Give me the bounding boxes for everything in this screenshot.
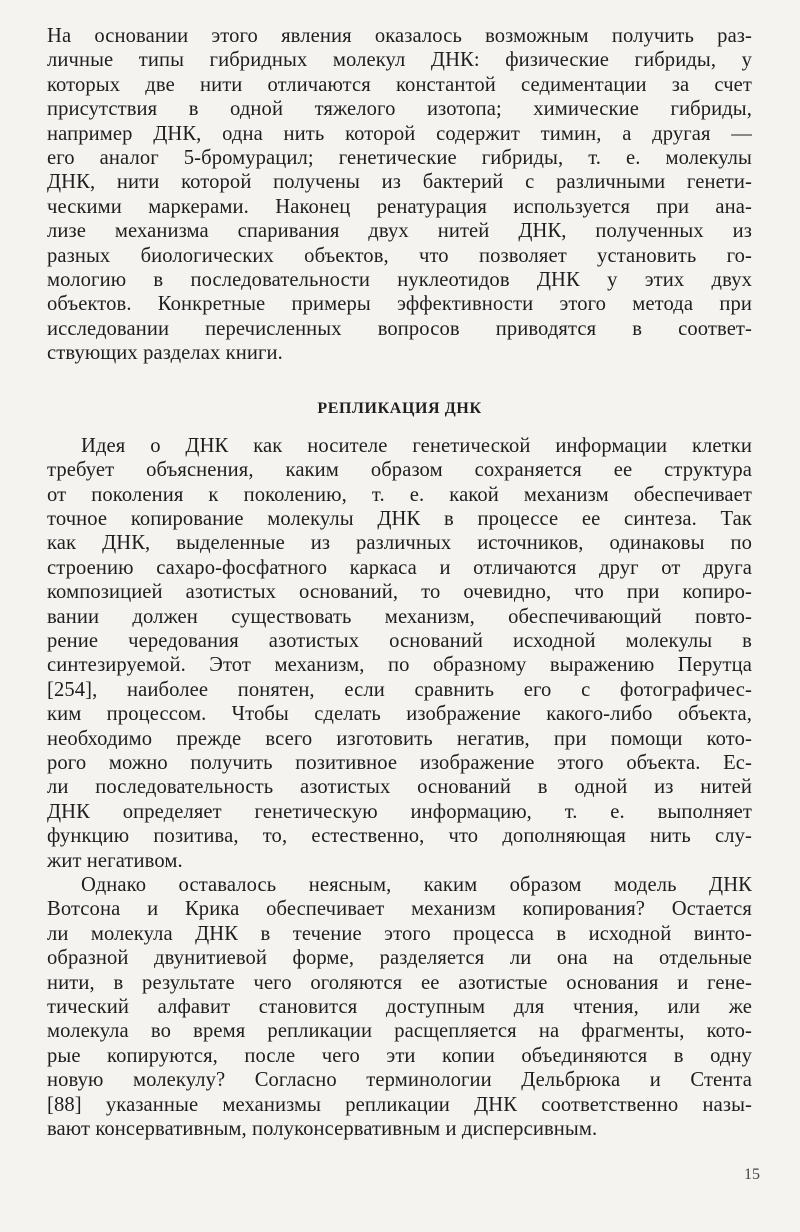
paragraph-1 — [47, 24, 752, 366]
text-line: синтезируемой. Этот механизм, по образному выражению Перутца — [47, 654, 752, 677]
text-line: новую молекулу? Согласно терминологии Дельбрюка и Стента — [47, 1069, 752, 1092]
text-line: [254], наиболее понятен, если сравнить его с фотографичес- — [47, 678, 752, 701]
page-body — [47, 24, 752, 1141]
paragraph-2 — [47, 434, 752, 873]
text-line: лизе механизма спаривания двух нитей ДНК, полученных из — [47, 220, 752, 243]
text-line: личные типы гибридных молекул ДНК: физические гибриды, у — [47, 49, 752, 72]
text-line: его аналог 5-бромурацил; генетические гибриды, т. е. молекулы — [47, 147, 752, 170]
section-heading: РЕПЛИКАЦИЯ ДНК — [317, 399, 482, 417]
text-line: Идея о ДНК как носителе генетической информации клетки — [81, 434, 752, 457]
text-line: как ДНК, выделенные из различных источников, одинаковы по — [47, 532, 752, 555]
text-line: необходимо прежде всего изготовить негатив, при помощи кото- — [47, 727, 752, 750]
text-line: строению сахаро-фосфатного каркаса и отличаются друг от друга — [47, 556, 752, 579]
text-line: ДНК, нити которой получены из бактерий с различными генети- — [47, 171, 752, 194]
text-line: ствующих разделах книги. — [47, 342, 283, 365]
text-line: рые копируются, после чего эти копии объединяются в одну — [47, 1044, 752, 1067]
text-line: ли молекула ДНК в течение этого процесса в исходной винто- — [47, 922, 752, 945]
text-line: Однако оставалось неясным, каким образом модель ДНК — [81, 874, 752, 896]
text-line: исследовании перечисленных вопросов приводятся в соответ- — [47, 317, 752, 340]
text-line: тический алфавит становится доступным для чтения, или же — [47, 996, 752, 1019]
text-line: ческими маркерами. Наконец ренатурация используется при ана- — [47, 195, 752, 218]
text-line: ли последовательность азотистых оснований в одной из нитей — [47, 776, 752, 799]
paragraph-3 — [47, 873, 752, 1141]
text-line: [88] указанные механизмы репликации ДНК соответственно назы- — [47, 1093, 752, 1116]
text-line: жит негативом. — [47, 849, 183, 872]
text-line: образной двунитиевой форме, разделяется ли она на отдельные — [47, 947, 752, 970]
text-line: требует объяснения, каким образом сохраняется ее структура — [47, 459, 752, 482]
text-line: вают консервативным, полуконсервативным и дисперсивным. — [47, 1118, 598, 1141]
text-line: присутствия в одной тяжелого изотопа; химические гибриды, — [47, 98, 752, 121]
text-line: ДНК определяет генетическую информацию, т. е. выполняет — [47, 800, 752, 823]
text-line: молекула во время репликации расщепляется на фрагменты, кото- — [47, 1020, 752, 1043]
text-line: точное копирование молекулы ДНК в процессе ее синтеза. Так — [47, 507, 752, 530]
text-line: от поколения к поколению, т. е. какой механизм обеспечивает — [47, 483, 752, 506]
text-line: разных биологических объектов, что позволяет установить го- — [47, 244, 752, 267]
text-line: рение чередования азотистых оснований исходной молекулы в — [47, 629, 752, 652]
text-line: На основании этого явления оказалось возможным получить раз- — [47, 25, 752, 47]
text-line: мологию в последовательности нуклеотидов ДНК у этих двух — [47, 269, 752, 292]
text-line: например ДНК, одна нить которой содержит тимин, а другая — — [47, 122, 752, 145]
text-line: функцию позитива, то, естественно, что дополняющая нить слу- — [47, 825, 752, 848]
text-line: которых две нити отличаются константой седиментации за счет — [47, 73, 752, 96]
text-line: объектов. Конкретные примеры эффективности этого метода при — [47, 293, 752, 316]
page-number: 15 — [744, 1166, 760, 1183]
text-line: вании должен существовать механизм, обеспечивающий повто- — [47, 605, 752, 628]
text-line: композицией азотистых оснований, то очевидно, что при копиро- — [47, 581, 752, 604]
text-line: рого можно получить позитивное изображение этого объекта. Ес- — [47, 751, 752, 774]
text-line: Вотсона и Крика обеспечивает механизм копирования? Остается — [47, 898, 752, 921]
text-line: ким процессом. Чтобы сделать изображение какого-либо объекта, — [47, 703, 752, 726]
text-line: нити, в результате чего оголяются ее азотистые основания и гене- — [47, 971, 752, 994]
